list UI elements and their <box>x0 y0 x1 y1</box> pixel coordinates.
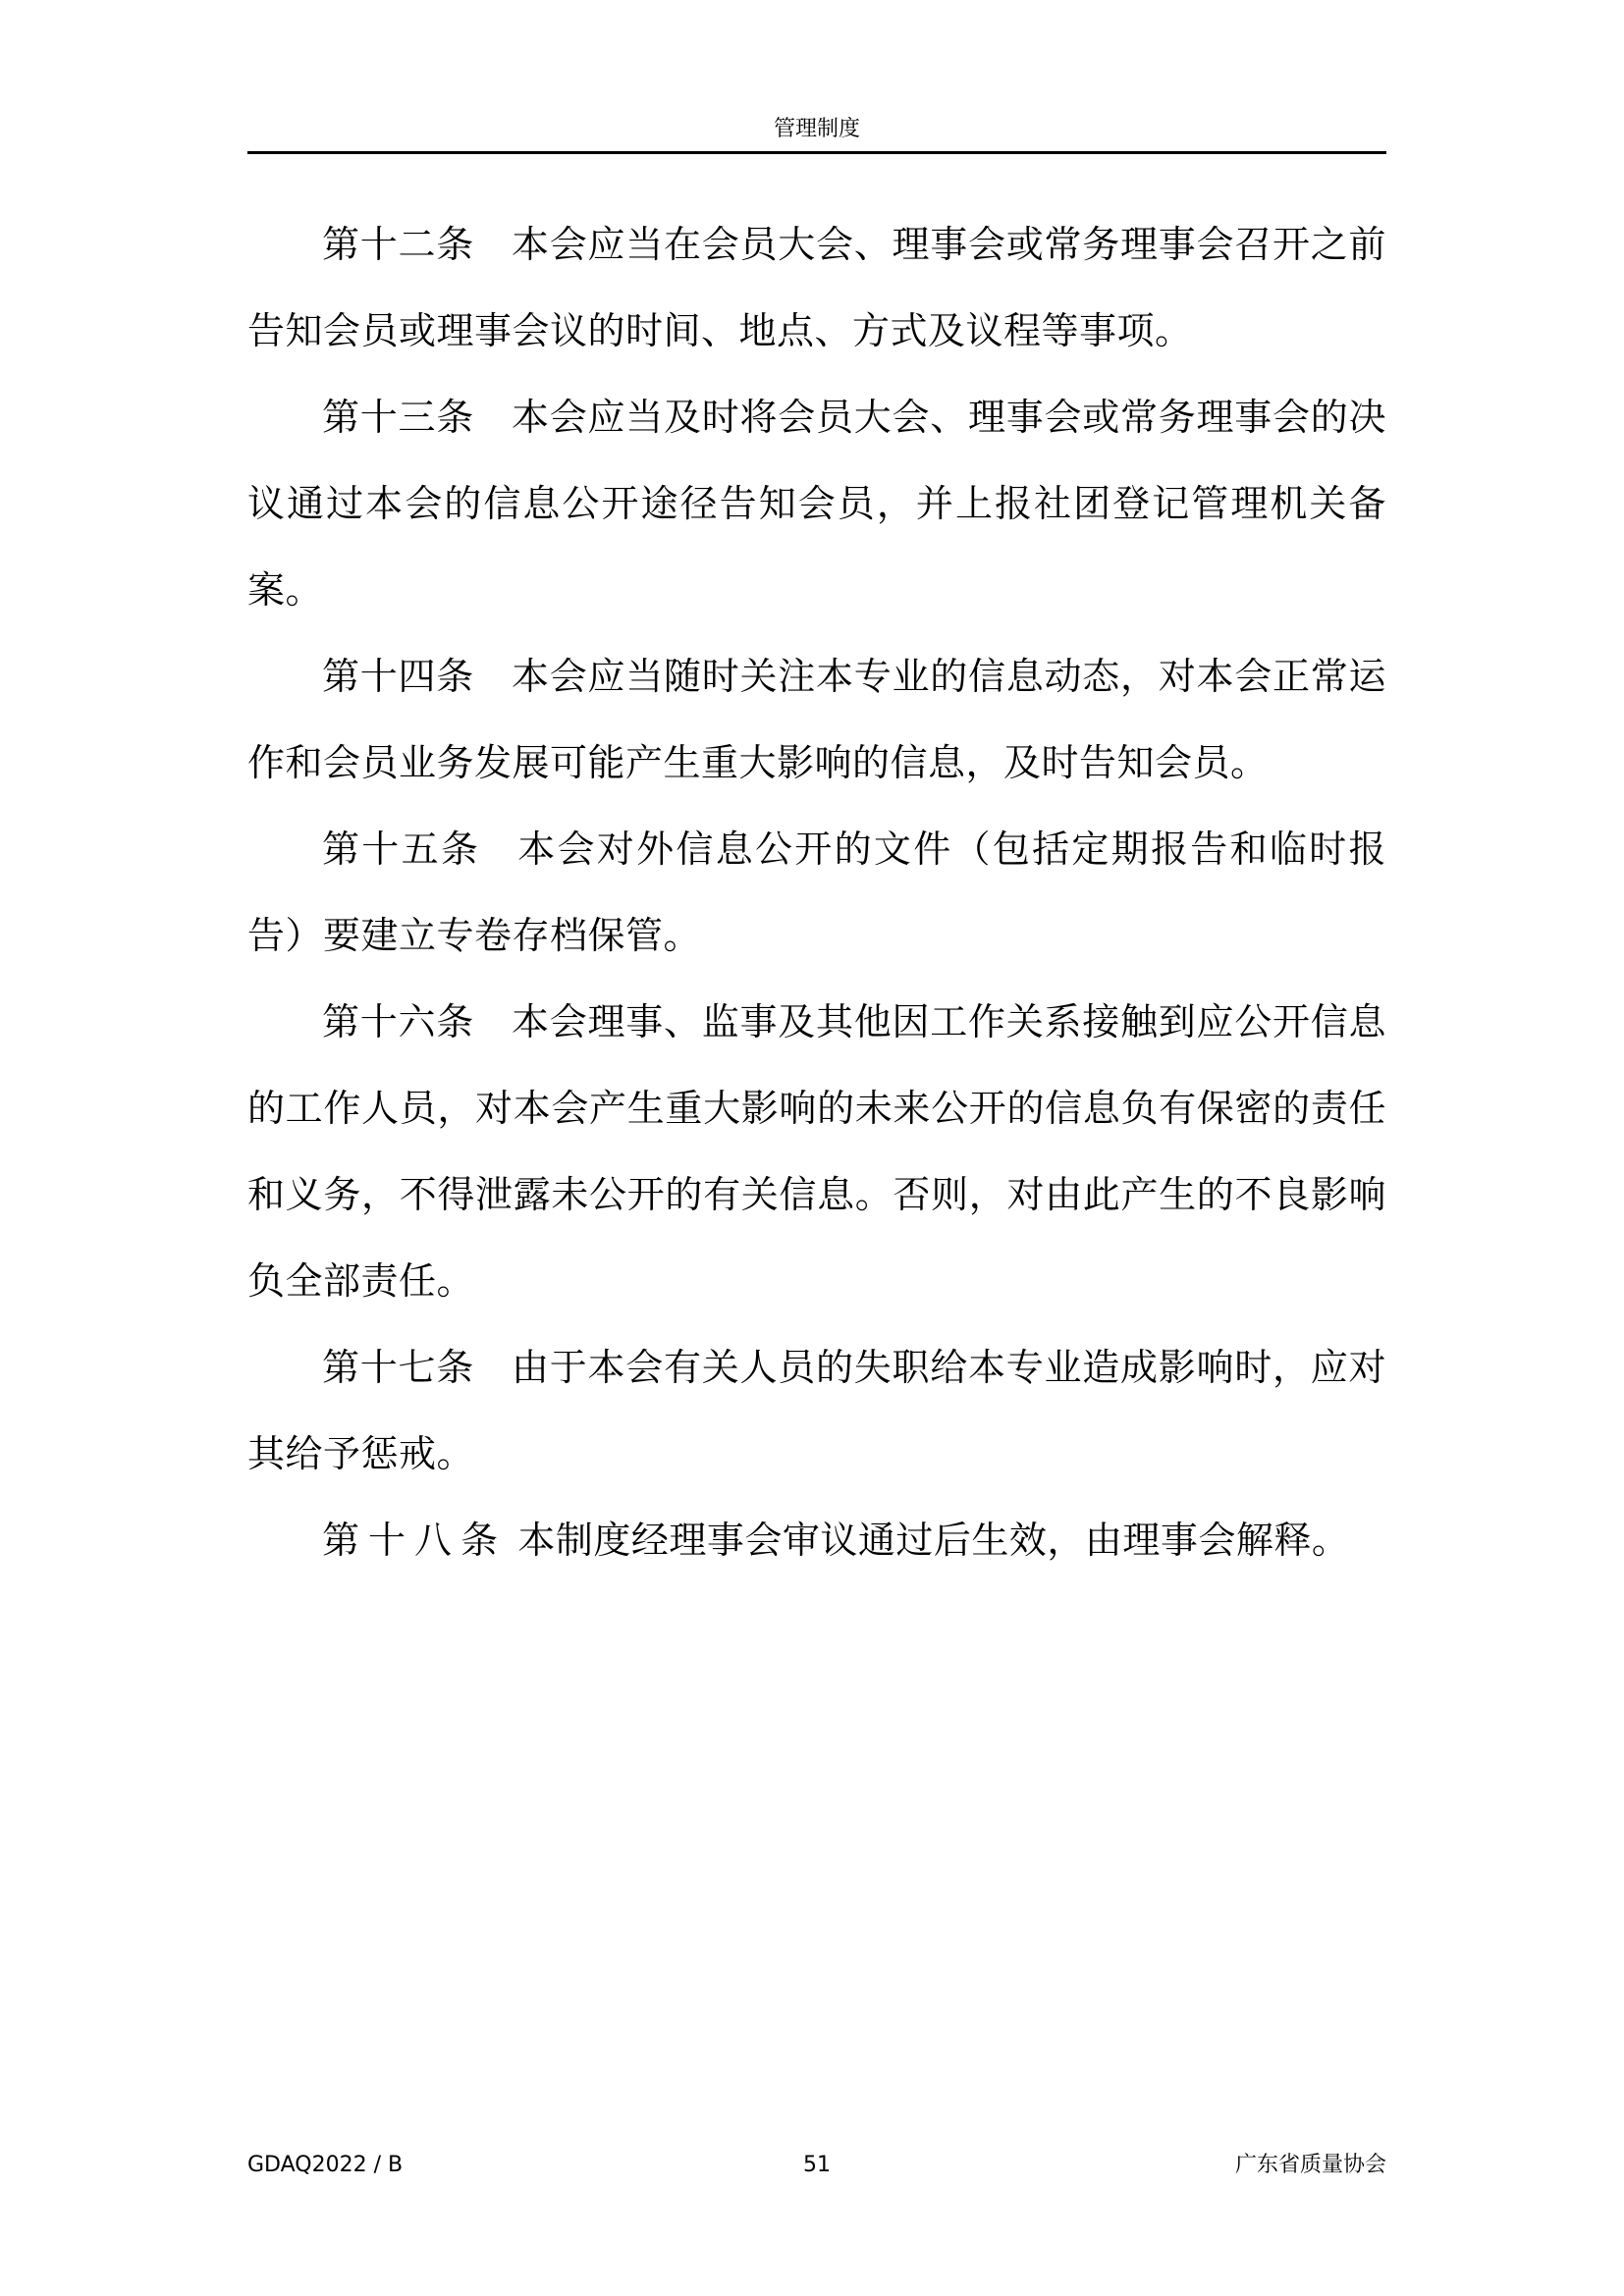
document-body <box>247 201 1386 1583</box>
article-16 <box>247 979 1386 1324</box>
header-title: 管理制度 <box>773 117 860 141</box>
footer-page-number: 51 <box>803 2153 831 2177</box>
article-label: 第十五条 <box>322 828 481 871</box>
article-text: 本会应当随时关注本专业的信息动态，对本会正常运作和会员业务发展可能产生重大影响的信息，及时告知会员。 <box>247 655 1386 784</box>
footer-organization: 广东省质量协会 <box>1234 2153 1386 2177</box>
article-label: 第十二条 <box>322 223 474 266</box>
article-text: 本会理事、监事及其他因工作关系接触到应公开信息的工作人员，对本会产生重大影响的未来公开的信息负有保密的责任和义务，不得泄露未公开的有关信息。否则，对由此产生的不良影响负全部责任。 <box>247 1000 1386 1303</box>
article-label: 第十六条 <box>322 1000 474 1043</box>
article-text: 本制度经理事会审议通过后生效，由理事会解释。 <box>517 1519 1350 1562</box>
page-footer <box>247 2150 1386 2181</box>
article-label: 第十四条 <box>322 655 474 698</box>
article-text: 本会对外信息公开的文件（包括定期报告和临时报告）要建立专卷存档保管。 <box>247 828 1386 957</box>
article-12 <box>247 201 1386 374</box>
article-label: 第十七条 <box>322 1346 474 1389</box>
article-label: 第十八条 <box>322 1519 508 1562</box>
article-18 <box>247 1497 1386 1583</box>
article-text: 由于本会有关人员的失职给本专业造成影响时，应对其给予惩戒。 <box>247 1346 1386 1475</box>
page-header <box>247 116 1386 154</box>
article-14 <box>247 633 1386 806</box>
article-17 <box>247 1324 1386 1497</box>
article-label: 第十三条 <box>322 396 474 439</box>
article-text: 本会应当在会员大会、理事会或常务理事会召开之前告知会员或理事会议的时间、地点、方式及议程等事项。 <box>247 223 1386 352</box>
article-15 <box>247 806 1386 979</box>
article-text: 本会应当及时将会员大会、理事会或常务理事会的决议通过本会的信息公开途径告知会员，并上报社团登记管理机关备案。 <box>247 396 1386 612</box>
article-13 <box>247 374 1386 633</box>
footer-doc-code: GDAQ2022 / B <box>247 2153 404 2177</box>
